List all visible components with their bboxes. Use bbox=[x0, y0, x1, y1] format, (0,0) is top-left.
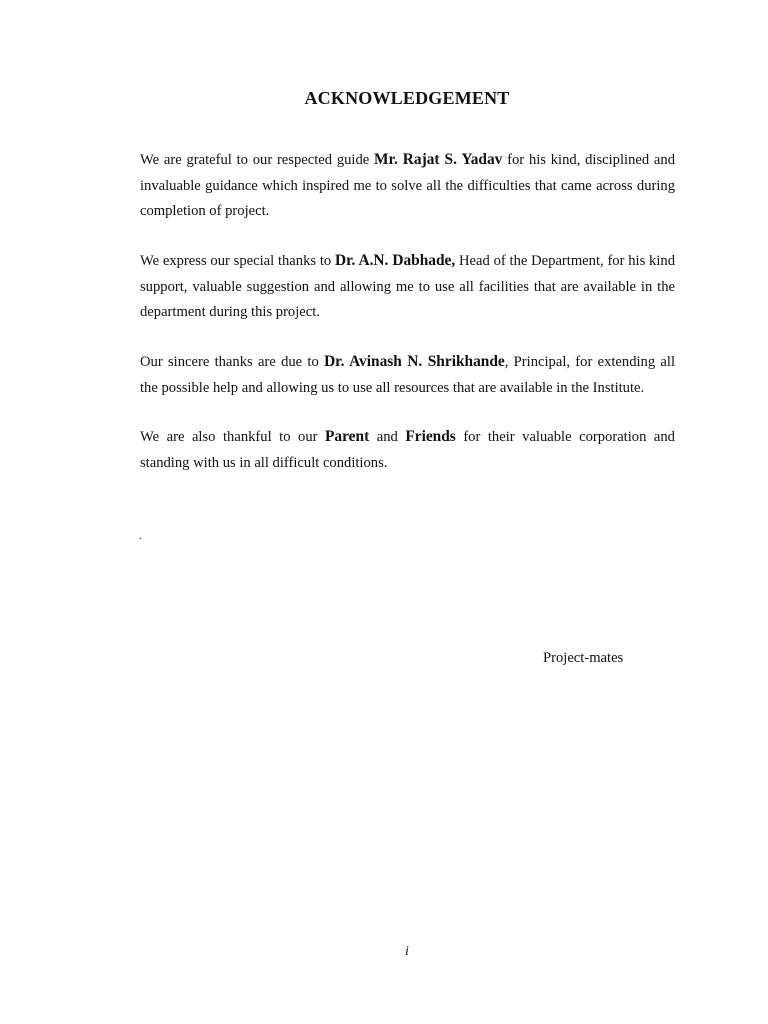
hod-name: Dr. A.N. Dabhade, bbox=[334, 252, 456, 269]
paragraph-text: Our sincere thanks are due to bbox=[140, 354, 325, 370]
paragraph-text: for his kind, disciplined and invaluable guidance which inspired me to solve all the difficulties that came across during completion of project. bbox=[140, 152, 675, 219]
paragraph-text: We express our special thanks to bbox=[140, 253, 335, 269]
paragraph-text: , Principal, for extending all the possible help and allowing us to use all resources that are available in the Institute. bbox=[140, 354, 676, 396]
friends-label: Friends bbox=[405, 428, 456, 445]
acknowledgement-paragraph-family bbox=[140, 424, 675, 476]
acknowledgement-paragraph-hod bbox=[140, 248, 675, 326]
paragraph-text: for their valuable corporation and standing with us in all difficult conditions. bbox=[140, 429, 675, 471]
guide-name: Mr. Rajat S. Yadav bbox=[374, 151, 503, 168]
principal-name: Dr. Avinash N. Shrikhande bbox=[324, 353, 505, 370]
paragraph-text: We are grateful to our respected guide bbox=[140, 152, 375, 168]
paragraph-text: We are also thankful to our bbox=[140, 429, 326, 445]
acknowledgement-paragraph-guide bbox=[140, 147, 675, 225]
acknowledgement-paragraph-principal bbox=[140, 349, 675, 401]
paragraph-text: Head of the Department, for his kind support, valuable suggestion and allowing me to use all facilities that are available in the department during this project. bbox=[140, 253, 675, 320]
parent-label: Parent bbox=[325, 428, 370, 445]
page-number: i bbox=[405, 944, 409, 959]
paragraph-text: and bbox=[369, 429, 406, 445]
stray-mark: . bbox=[139, 528, 142, 542]
signoff-project-mates: Project-mates bbox=[543, 650, 624, 666]
page-title: ACKNOWLEDGEMENT bbox=[304, 88, 510, 108]
